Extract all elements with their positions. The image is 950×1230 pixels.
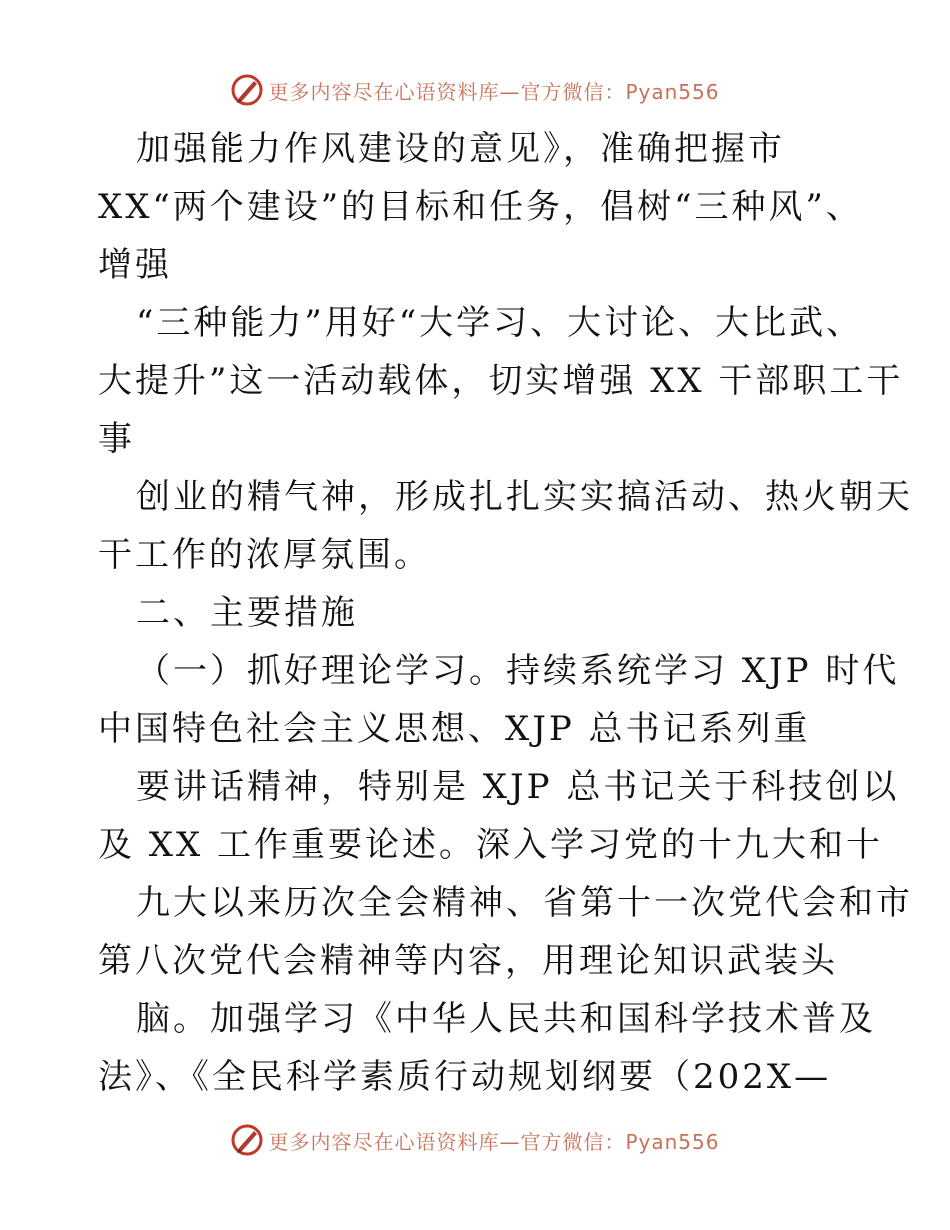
- watermark-text: 更多内容尽在心语资料库—官方微信：Pyan556: [268, 79, 720, 104]
- pen-logo-icon: [230, 1123, 264, 1157]
- pen-logo-icon: [230, 73, 264, 107]
- text-line: （一）抓好理论学习。持续系统学习 XJP 时代: [136, 651, 900, 691]
- text-line: 中国特色社会主义思想、XJP 总书记系列重: [98, 709, 811, 749]
- text-line: 要讲话精神，特别是 XJP 总书记关于科技创以: [136, 767, 900, 807]
- text-line: 及 XX 工作重要论述。深入学习党的十九大和十: [98, 825, 884, 865]
- watermark-header: [0, 70, 950, 110]
- text-line: “三种能力”用好“大学习、大讨论、大比武、: [136, 303, 864, 343]
- text-line: 法》、《全民科学素质行动规划纲要（202X—: [98, 1057, 832, 1097]
- text-line: 二、主要措施: [136, 593, 358, 633]
- document-body: [98, 120, 913, 1106]
- text-line: 干工作的浓厚氛围。: [98, 535, 431, 575]
- watermark-footer: [0, 1120, 950, 1160]
- text-line: XX“两个建设”的目标和任务，倡树“三种风”、: [98, 187, 863, 227]
- text-line: 创业的精气神，形成扎扎实实搞活动、热火朝天: [136, 477, 913, 517]
- text-line: 增强: [98, 245, 172, 285]
- text-line: 加强能力作风建设的意见》，准确把握市: [136, 129, 785, 169]
- text-line: 九大以来历次全会精神、省第十一次党代会和市: [136, 883, 913, 923]
- text-line: 脑。加强学习《中华人民共和国科学技术普及: [136, 999, 876, 1039]
- text-line: 第八次党代会精神等内容，用理论知识武装头: [98, 941, 838, 981]
- text-line: 大提升”这一活动载体，切实增强 XX 干部职工干: [98, 361, 904, 401]
- watermark-text: 更多内容尽在心语资料库—官方微信：Pyan556: [268, 1129, 720, 1154]
- text-line: 事: [98, 419, 135, 459]
